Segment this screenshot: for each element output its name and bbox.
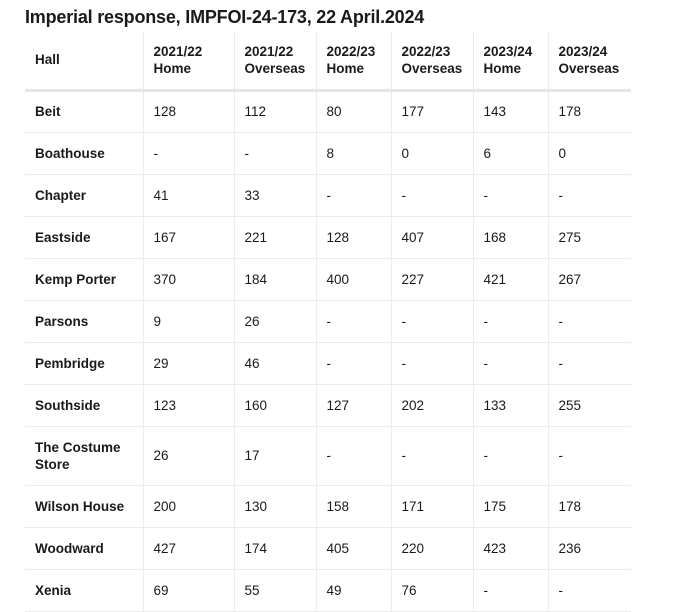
value-cell: -: [548, 569, 631, 611]
value-cell: 221: [234, 216, 316, 258]
value-cell: -: [316, 342, 391, 384]
table-row: [25, 90, 631, 132]
value-cell: -: [391, 174, 473, 216]
column-header-type: Home: [483, 60, 522, 76]
value-cell: -: [473, 174, 548, 216]
value-cell: 128: [143, 90, 234, 132]
column-header-year: 2022/23: [401, 43, 451, 59]
value-cell: 6: [473, 132, 548, 174]
value-cell: -: [548, 300, 631, 342]
column-header: [316, 31, 391, 90]
table-row: [25, 174, 631, 216]
hall-name-cell: Kemp Porter: [25, 258, 143, 300]
value-cell: 427: [143, 527, 234, 569]
value-cell: 167: [143, 216, 234, 258]
value-cell: 123: [143, 384, 234, 426]
value-cell: -: [234, 132, 316, 174]
value-cell: -: [473, 300, 548, 342]
value-cell: 421: [473, 258, 548, 300]
value-cell: -: [316, 174, 391, 216]
value-cell: 33: [234, 174, 316, 216]
value-cell: 17: [234, 426, 316, 485]
value-cell: 202: [391, 384, 473, 426]
value-cell: 423: [473, 527, 548, 569]
value-cell: 41: [143, 174, 234, 216]
value-cell: 130: [234, 485, 316, 527]
table-header-row: [25, 31, 631, 90]
table-row: [25, 384, 631, 426]
hall-name-cell: Xenia: [25, 569, 143, 611]
value-cell: 174: [234, 527, 316, 569]
hall-name-cell: Southside: [25, 384, 143, 426]
value-cell: -: [473, 426, 548, 485]
value-cell: 370: [143, 258, 234, 300]
value-cell: -: [473, 342, 548, 384]
hall-name-cell: Chapter: [25, 174, 143, 216]
value-cell: 227: [391, 258, 473, 300]
hall-name-cell: Boathouse: [25, 132, 143, 174]
table-row: [25, 216, 631, 258]
value-cell: 267: [548, 258, 631, 300]
hall-name-cell: The Costume Store: [25, 426, 143, 485]
value-cell: 26: [143, 426, 234, 485]
table-row: [25, 258, 631, 300]
table-body: [25, 90, 631, 611]
value-cell: -: [548, 174, 631, 216]
hall-name-cell: Pembridge: [25, 342, 143, 384]
value-cell: 160: [234, 384, 316, 426]
value-cell: -: [548, 342, 631, 384]
value-cell: 8: [316, 132, 391, 174]
hall-name-cell: Wilson House: [25, 485, 143, 527]
value-cell: 275: [548, 216, 631, 258]
value-cell: 9: [143, 300, 234, 342]
value-cell: 184: [234, 258, 316, 300]
hall-name-cell: Woodward: [25, 527, 143, 569]
value-cell: 178: [548, 485, 631, 527]
column-header-type: Overseas: [401, 60, 463, 76]
table-row: [25, 527, 631, 569]
column-header: [143, 31, 234, 90]
value-cell: -: [473, 569, 548, 611]
column-header-type: Overseas: [558, 60, 620, 76]
column-header: [391, 31, 473, 90]
column-header: [234, 31, 316, 90]
table-row: [25, 569, 631, 611]
table-row: [25, 426, 631, 485]
value-cell: -: [143, 132, 234, 174]
value-cell: 46: [234, 342, 316, 384]
value-cell: 133: [473, 384, 548, 426]
column-header-type: Home: [326, 60, 365, 76]
table-row: [25, 342, 631, 384]
column-header-year: 2023/24: [558, 43, 608, 59]
value-cell: -: [391, 300, 473, 342]
value-cell: 76: [391, 569, 473, 611]
column-header-year: 2021/22: [244, 43, 294, 59]
table-row: [25, 300, 631, 342]
column-header-type: Overseas: [244, 60, 306, 76]
value-cell: 80: [316, 90, 391, 132]
value-cell: 236: [548, 527, 631, 569]
value-cell: 178: [548, 90, 631, 132]
hall-name-cell: Parsons: [25, 300, 143, 342]
value-cell: -: [316, 300, 391, 342]
value-cell: 168: [473, 216, 548, 258]
column-header-hall: Hall: [25, 31, 143, 90]
value-cell: 143: [473, 90, 548, 132]
value-cell: -: [391, 342, 473, 384]
column-header-year: 2021/22: [153, 43, 203, 59]
column-header-type: Home: [153, 60, 192, 76]
value-cell: 158: [316, 485, 391, 527]
value-cell: 400: [316, 258, 391, 300]
hall-name-cell: Beit: [25, 90, 143, 132]
value-cell: -: [316, 426, 391, 485]
value-cell: 255: [548, 384, 631, 426]
value-cell: 0: [391, 132, 473, 174]
hall-name-cell: Eastside: [25, 216, 143, 258]
value-cell: 220: [391, 527, 473, 569]
value-cell: 69: [143, 569, 234, 611]
page-title: Imperial response, IMPFOI-24-173, 22 April.2024: [25, 7, 425, 27]
halls-table: [25, 31, 631, 612]
value-cell: 177: [391, 90, 473, 132]
value-cell: 407: [391, 216, 473, 258]
value-cell: 29: [143, 342, 234, 384]
value-cell: 128: [316, 216, 391, 258]
value-cell: -: [391, 426, 473, 485]
table-row: [25, 132, 631, 174]
value-cell: 49: [316, 569, 391, 611]
value-cell: 405: [316, 527, 391, 569]
column-header: [473, 31, 548, 90]
value-cell: 112: [234, 90, 316, 132]
column-header-year: 2022/23: [326, 43, 376, 59]
column-header: [548, 31, 631, 90]
value-cell: -: [548, 426, 631, 485]
value-cell: 171: [391, 485, 473, 527]
column-header-year: 2023/24: [483, 43, 533, 59]
value-cell: 0: [548, 132, 631, 174]
value-cell: 26: [234, 300, 316, 342]
value-cell: 200: [143, 485, 234, 527]
value-cell: 55: [234, 569, 316, 611]
value-cell: 175: [473, 485, 548, 527]
table-row: [25, 485, 631, 527]
value-cell: 127: [316, 384, 391, 426]
